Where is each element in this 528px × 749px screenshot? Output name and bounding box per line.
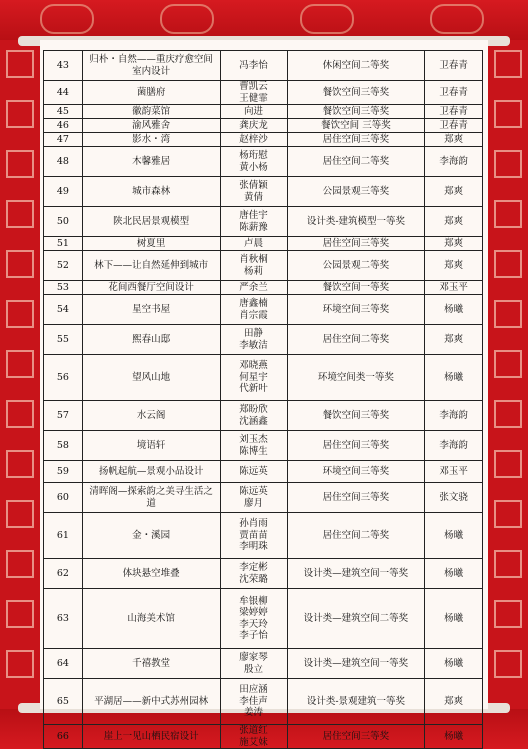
- author-names: 廖家琴 殷立: [220, 649, 287, 679]
- row-number: 50: [44, 207, 83, 237]
- teacher-name: 张文骁: [425, 483, 483, 513]
- table-row: [44, 81, 483, 105]
- award-name: 居住空间三等奖: [287, 431, 425, 461]
- table-row: [44, 237, 483, 251]
- teacher-name: 郑爽: [425, 679, 483, 725]
- teacher-name: 李海韵: [425, 401, 483, 431]
- table-row: [44, 105, 483, 119]
- author-names: 冯李怡: [220, 51, 287, 81]
- award-name: 环境空间三等奖: [287, 295, 425, 325]
- author-names: 赵梓沙: [220, 133, 287, 147]
- teacher-name: 李海韵: [425, 431, 483, 461]
- table-row: [44, 355, 483, 401]
- work-title: 千禧教堂: [82, 649, 220, 679]
- work-title: 平湖居——新中式苏州园林: [82, 679, 220, 725]
- award-name: 设计类—建筑空间一等奖: [287, 559, 425, 589]
- teacher-name: 郑爽: [425, 207, 483, 237]
- table-row: [44, 431, 483, 461]
- work-title: 星空书屋: [82, 295, 220, 325]
- author-names: 向进: [220, 105, 287, 119]
- award-name: 居住空间三等奖: [287, 483, 425, 513]
- teacher-name: 杨曦: [425, 295, 483, 325]
- teacher-name: 李海韵: [425, 147, 483, 177]
- table-row: [44, 513, 483, 559]
- award-name: 设计类—建筑空间一等奖: [287, 649, 425, 679]
- award-name: 居住空间二等奖: [287, 513, 425, 559]
- teacher-name: 卫春青: [425, 81, 483, 105]
- teacher-name: 卫春青: [425, 119, 483, 133]
- table-row: [44, 133, 483, 147]
- award-name: 设计类-景观建筑一等奖: [287, 679, 425, 725]
- row-number: 48: [44, 147, 83, 177]
- award-name: 居住空间三等奖: [287, 133, 425, 147]
- author-names: 肖秋桐 杨莉: [220, 251, 287, 281]
- table-row: [44, 119, 483, 133]
- teacher-name: 郑爽: [425, 177, 483, 207]
- work-title: 归朴・自然——重庆疗愈空间室内设计: [82, 51, 220, 81]
- award-name: 居住空间三等奖: [287, 725, 425, 749]
- left-border-ornament: [0, 40, 40, 709]
- work-title: 望风山地: [82, 355, 220, 401]
- author-names: 张道红 施艾妹: [220, 725, 287, 749]
- row-number: 45: [44, 105, 83, 119]
- row-number: 52: [44, 251, 83, 281]
- work-title: 树夏里: [82, 237, 220, 251]
- work-title: 城市森林: [82, 177, 220, 207]
- author-names: 唐佳宇 陈薪豫: [220, 207, 287, 237]
- work-title: 境语轩: [82, 431, 220, 461]
- author-names: 刘玉杰 陈博生: [220, 431, 287, 461]
- table-row: [44, 207, 483, 237]
- award-name: 环境空间类一等奖: [287, 355, 425, 401]
- row-number: 44: [44, 81, 83, 105]
- row-number: 58: [44, 431, 83, 461]
- teacher-name: 杨曦: [425, 725, 483, 749]
- row-number: 51: [44, 237, 83, 251]
- row-number: 47: [44, 133, 83, 147]
- author-names: 杨珩慰 黄小杨: [220, 147, 287, 177]
- award-name: 餐饮空间三等奖: [287, 81, 425, 105]
- author-names: 曹凯云 王健霏: [220, 81, 287, 105]
- author-names: 孙肖雨 贾苗苗 李明珠: [220, 513, 287, 559]
- author-names: 田应涵 李佳声 姜涛: [220, 679, 287, 725]
- teacher-name: 郑爽: [425, 251, 483, 281]
- work-title: 清晖阁—探索韵之美寻生活之道: [82, 483, 220, 513]
- table-row: [44, 725, 483, 749]
- table-row: [44, 281, 483, 295]
- author-names: 严余兰: [220, 281, 287, 295]
- cloud-ornament: [300, 4, 354, 34]
- teacher-name: 杨曦: [425, 559, 483, 589]
- teacher-name: 杨曦: [425, 649, 483, 679]
- cloud-ornament: [160, 4, 214, 34]
- table-row: [44, 461, 483, 483]
- award-name: 餐饮空间 三等奖: [287, 119, 425, 133]
- row-number: 54: [44, 295, 83, 325]
- scroll-header-frame: [0, 0, 528, 40]
- author-names: 陈远英: [220, 461, 287, 483]
- work-title: 水云阁: [82, 401, 220, 431]
- row-number: 55: [44, 325, 83, 355]
- work-title: 山海美术馆: [82, 589, 220, 649]
- award-name: 环境空间三等奖: [287, 461, 425, 483]
- cloud-ornament: [40, 4, 94, 34]
- row-number: 57: [44, 401, 83, 431]
- author-names: 张倩颖 黄倩: [220, 177, 287, 207]
- teacher-name: 杨曦: [425, 355, 483, 401]
- work-title: 影水・湾: [82, 133, 220, 147]
- award-name: 餐饮空间三等奖: [287, 105, 425, 119]
- author-names: 牟银柳 梁婷婷 李天玲 李子怡: [220, 589, 287, 649]
- author-names: 陈远英 廖月: [220, 483, 287, 513]
- award-name: 公园景观三等奖: [287, 177, 425, 207]
- table-row: [44, 295, 483, 325]
- work-title: 林下——让自然延伸到城市: [82, 251, 220, 281]
- row-number: 63: [44, 589, 83, 649]
- table-row: [44, 325, 483, 355]
- row-number: 53: [44, 281, 83, 295]
- work-title: 熙春山邸: [82, 325, 220, 355]
- row-number: 43: [44, 51, 83, 81]
- award-name: 居住空间二等奖: [287, 147, 425, 177]
- row-number: 56: [44, 355, 83, 401]
- teacher-name: 卫春青: [425, 105, 483, 119]
- work-title: 崖上一见山栖民宿设计: [82, 725, 220, 749]
- work-title: 体块悬空堆叠: [82, 559, 220, 589]
- row-number: 64: [44, 649, 83, 679]
- award-name: 休闲空间二等奖: [287, 51, 425, 81]
- work-title: 陕北民居景观模型: [82, 207, 220, 237]
- row-number: 61: [44, 513, 83, 559]
- table-row: [44, 679, 483, 725]
- table-row: [44, 589, 483, 649]
- table-row: [44, 51, 483, 81]
- row-number: 62: [44, 559, 83, 589]
- teacher-name: 郑爽: [425, 325, 483, 355]
- teacher-name: 杨曦: [425, 589, 483, 649]
- author-names: 邓晓燕 何星宇 代新叶: [220, 355, 287, 401]
- table-row: [44, 177, 483, 207]
- teacher-name: 邓玉平: [425, 461, 483, 483]
- awards-table: [43, 50, 483, 749]
- award-name: 餐饮空间三等奖: [287, 401, 425, 431]
- right-border-ornament: [488, 40, 528, 709]
- teacher-name: 卫春青: [425, 51, 483, 81]
- work-title: 扬帆起航—景观小品设计: [82, 461, 220, 483]
- award-name: 餐饮空间一等奖: [287, 281, 425, 295]
- table-row: [44, 559, 483, 589]
- work-title: 木馨雅居: [82, 147, 220, 177]
- author-names: 唐鑫楠 肖宗霞: [220, 295, 287, 325]
- work-title: 花间西餐厅空间设计: [82, 281, 220, 295]
- row-number: 49: [44, 177, 83, 207]
- work-title: 金・溪园: [82, 513, 220, 559]
- cloud-ornament: [430, 4, 484, 34]
- row-number: 66: [44, 725, 83, 749]
- teacher-name: 邓玉平: [425, 281, 483, 295]
- author-names: 田静 李敏洁: [220, 325, 287, 355]
- award-name: 居住空间三等奖: [287, 237, 425, 251]
- row-number: 59: [44, 461, 83, 483]
- author-names: 郑盼欣 沈涵鑫: [220, 401, 287, 431]
- teacher-name: 杨曦: [425, 513, 483, 559]
- table-row: [44, 401, 483, 431]
- award-name: 设计类-建筑模型一等奖: [287, 207, 425, 237]
- award-name: 设计类—建筑空间二等奖: [287, 589, 425, 649]
- work-title: 渝风雅舍: [82, 119, 220, 133]
- teacher-name: 郑爽: [425, 237, 483, 251]
- table-row: [44, 147, 483, 177]
- table-row: [44, 649, 483, 679]
- author-names: 李定彬 沈荣璐: [220, 559, 287, 589]
- row-number: 65: [44, 679, 83, 725]
- author-names: 龚庆龙: [220, 119, 287, 133]
- teacher-name: 郑爽: [425, 133, 483, 147]
- table-row: [44, 251, 483, 281]
- table-row: [44, 483, 483, 513]
- work-title: 菌膳府: [82, 81, 220, 105]
- author-names: 卢晨: [220, 237, 287, 251]
- award-name: 居住空间二等奖: [287, 325, 425, 355]
- row-number: 60: [44, 483, 83, 513]
- work-title: 徽韵菜馆: [82, 105, 220, 119]
- award-name: 公园景观二等奖: [287, 251, 425, 281]
- row-number: 46: [44, 119, 83, 133]
